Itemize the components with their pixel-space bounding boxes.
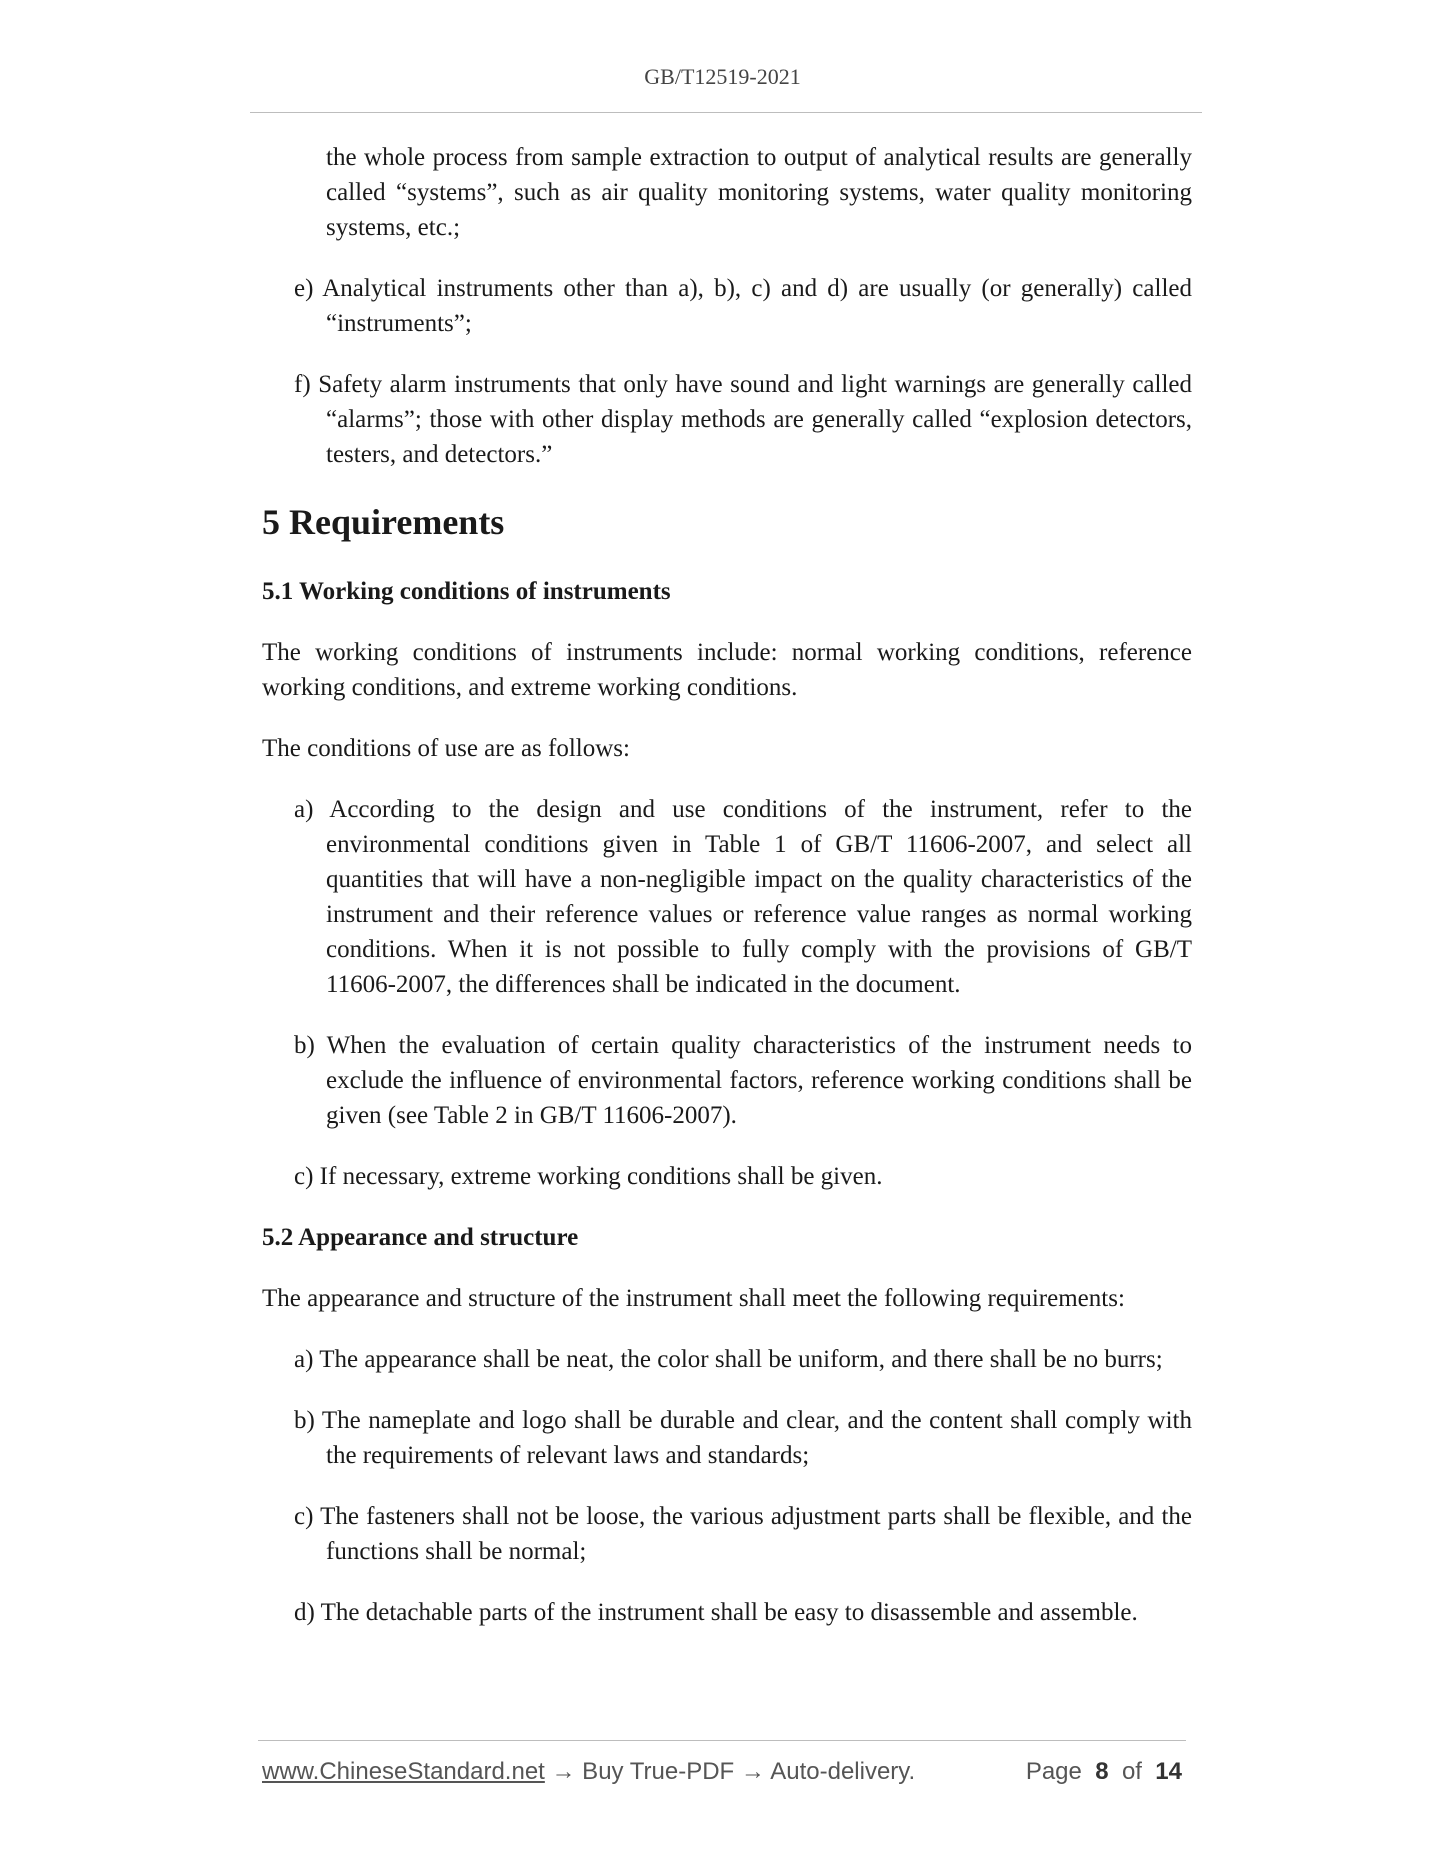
list-item: b) The nameplate and logo shall be durable and clear, and the content shall comply with the requirements of relevant laws and standards; xyxy=(294,1407,1192,1469)
page-current: 8 xyxy=(1095,1758,1109,1785)
document-body xyxy=(262,140,1192,1656)
page-number xyxy=(1026,1758,1182,1786)
list-item: c) If necessary, extreme working conditions shall be given. xyxy=(294,1163,883,1190)
page-label: Page xyxy=(1025,1758,1082,1785)
list-item-continuation: the whole process from sample extraction to output of analytical results are generally called “systems”, such as air quality monitoring systems, water quality monitoring systems, etc.; xyxy=(326,144,1192,241)
list-item: c) The fasteners shall not be loose, the various adjustment parts shall be flexible, and the functions shall be normal; xyxy=(294,1503,1192,1565)
promo-text: → Buy True-PDF → Auto-delivery. xyxy=(544,1758,916,1785)
footer-divider xyxy=(258,1740,1186,1741)
page-of: of xyxy=(1121,1758,1142,1785)
paragraph: The working conditions of instruments include: normal working conditions, reference working conditions, and extreme working conditions. xyxy=(262,639,1192,701)
running-header: GB/T12519-2021 xyxy=(644,64,801,89)
section-5-heading: 5 Requirements xyxy=(262,502,505,542)
list-item: a) The appearance shall be neat, the color shall be uniform, and there shall be no burrs; xyxy=(294,1346,1163,1373)
paragraph: The appearance and structure of the instrument shall meet the following requirements: xyxy=(262,1285,1125,1312)
list-item-f: f) Safety alarm instruments that only have sound and light warnings are generally called “alarms”; those with other display methods are generally called “explosion detectors, testers, and detectors.” xyxy=(294,371,1192,468)
header-divider xyxy=(250,112,1202,113)
page-footer xyxy=(262,1758,1182,1788)
list-item: d) The detachable parts of the instrument shall be easy to disassemble and assemble. xyxy=(294,1599,1138,1626)
section-5-2-heading: 5.2 Appearance and structure xyxy=(262,1224,579,1251)
footer-promo xyxy=(262,1758,915,1786)
list-item: a) According to the design and use conditions of the instrument, refer to the environmental conditions given in Table 1 of GB/T 11606-2007, and select all quantities that will have a non-negligible impact on the quality characteristics of the instrument and their reference values or reference value ranges as normal working conditions. When it is not possible to fully comply with the provisions of GB/T 11606-2007, the differences shall be indicated in the document. xyxy=(294,796,1192,998)
site-link[interactable]: www.ChineseStandard.net xyxy=(262,1758,545,1785)
page-total: 14 xyxy=(1155,1758,1182,1785)
section-5-1-heading: 5.1 Working conditions of instruments xyxy=(262,578,671,605)
paragraph: The conditions of use are as follows: xyxy=(262,735,630,762)
list-item: b) When the evaluation of certain quality characteristics of the instrument needs to exclude the influence of environmental factors, reference working conditions shall be given (see Table 2 in GB/T 11606-2007). xyxy=(294,1032,1192,1129)
list-item-e: e) Analytical instruments other than a), b), c) and d) are usually (or generally) called “instruments”; xyxy=(294,275,1192,337)
